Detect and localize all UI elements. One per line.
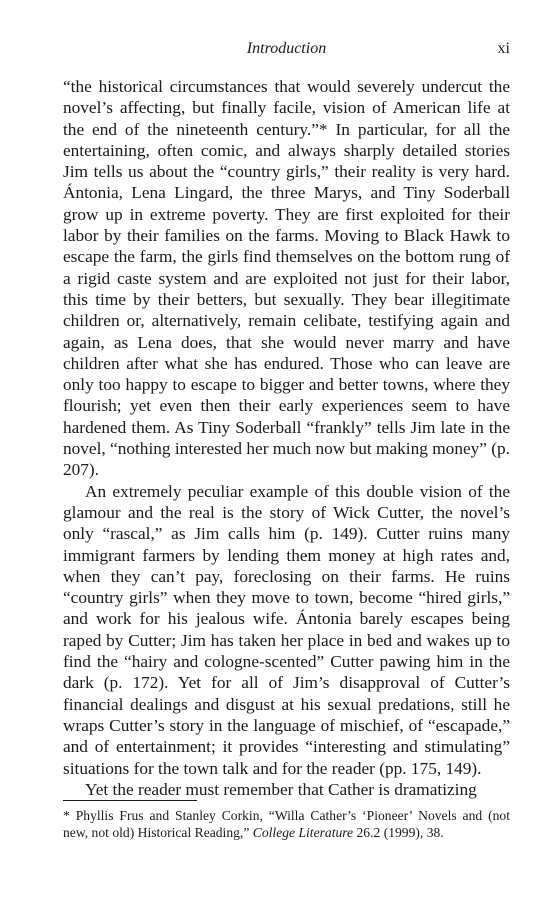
footnote-citation: * Phyllis Frus and Stanley Corkin, “Willa Cather’s ‘Pioneer’ Novels and (not new, not old) Historical Reading,” xyxy=(63,808,510,840)
paragraph-3: Yet the reader must remember that Cather is dramatizing xyxy=(85,779,477,799)
page-number: xi xyxy=(497,40,510,57)
paragraph-1: “the historical circumstances that would severely undercut the novel’s affecting, but finally facile, vision of American life at the end of the nineteenth century.”* In particular, for all the entertaining, often comic, and always sharply detailed stories Jim tells us about the “country girls,” their reality is very hard. Ántonia, Lena Lingard, the three Marys, and Tiny Soderball grow up in extreme poverty. They are first exploited for their labor by their families on the farms. Moving to Black Hawk to escape the farm, the girls find themselves on the bottom rung of a rigid caste system and are exploited not just for their labor, this time by their betters, but sexually. They bear illegitimate children or, alternatively, remain celibate, testifying again and again, as Lena does, that she would never marry and have children after what she has endured. Those who can leave are only too happy to escape to bigger and better towns, where they flourish; yet even then their early experiences seem to have hardened them. As Tiny Soderball “frankly” tells Jim late in the novel, “nothing interested her much now but making money” (p. 207). xyxy=(63,77,510,480)
footnote xyxy=(63,808,510,841)
footnote-rule xyxy=(63,800,197,801)
running-title: Introduction xyxy=(246,40,327,57)
book-page xyxy=(63,0,510,840)
running-head xyxy=(63,40,510,64)
body-text xyxy=(63,76,510,800)
footnote-issue: 26.2 (1999), 38. xyxy=(356,824,444,840)
paragraph-2: An extremely peculiar example of this double vision of the glamour and the real is the story of Wick Cutter, the novel’s only “rascal,” as Jim calls him (p. 149). Cutter ruins many immigrant farmers by lending them money at high rates and, when they can’t pay, foreclosing on their farms. He ruins “country girls” when they move to town, become “hired girls,” and work for his jealous wife. Ántonia barely escapes being raped by Cutter; Jim has taken her place in bed and wakes up to find the “hairy and cologne-scented” Cutter pawing him in the dark (p. 172). Yet for all of Jim’s disapproval of Cutter’s financial dealings and disgust at his sexual predations, still he wraps Cutter’s story in the language of mischief, of “escapade,” and of entertainment; it provides “interesting and stimulating” situations for the town talk and for the reader (pp. 175, 149). xyxy=(63,481,510,778)
footnote-journal-title: College Literature xyxy=(252,824,354,840)
